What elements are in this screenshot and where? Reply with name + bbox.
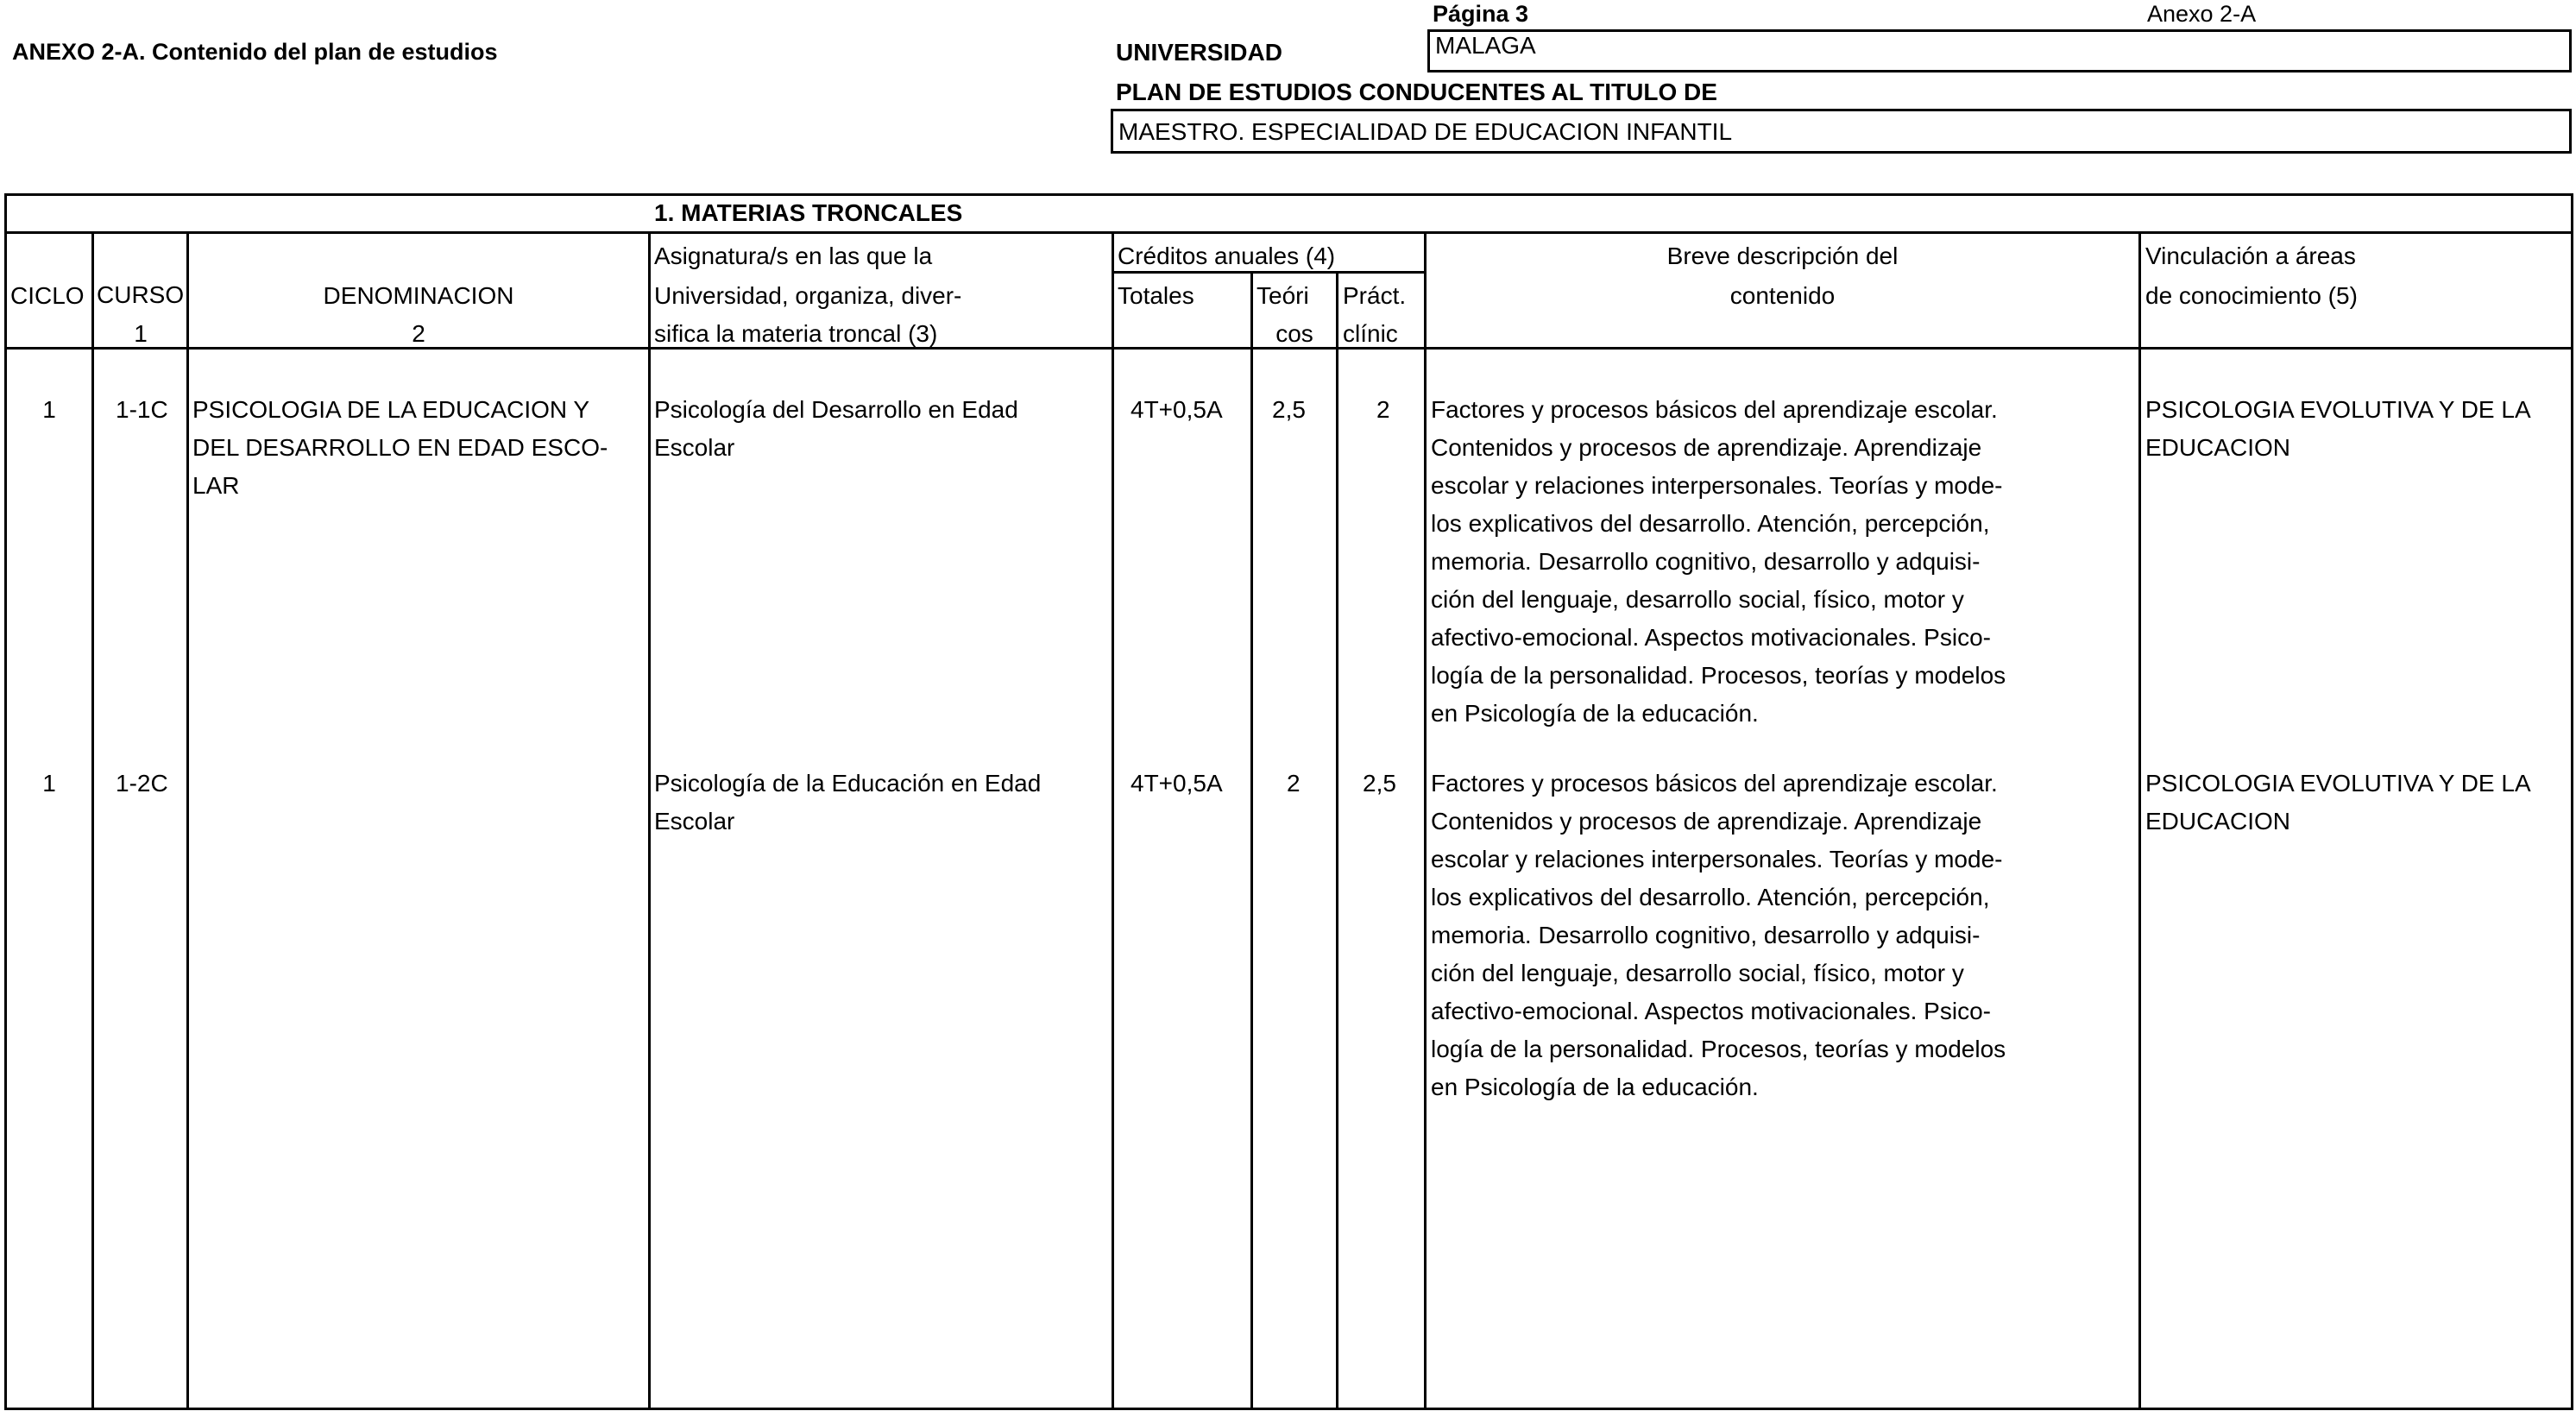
col-header-creditos: Créditos anuales (4): [1118, 243, 1336, 269]
descripcion-line: afectivo-emocional. Aspectos motivacionales. Psico-: [1431, 998, 1991, 1024]
row-vinculacion: [2145, 765, 2572, 841]
row-teoricos: 2: [1287, 770, 1301, 797]
row-teoricos: 2,5: [1272, 396, 1306, 423]
descripcion-line: logía de la personalidad. Procesos, teorías y modelos: [1431, 662, 2006, 689]
asignatura-line: Escolar: [654, 434, 735, 461]
credits-subheader-rule: [1113, 271, 1424, 274]
col-header-denominacion-num: 2: [412, 320, 425, 347]
university-field: [1427, 29, 2572, 72]
descripcion-line: ción del lenguaje, desarrollo social, físico, motor y: [1431, 960, 1964, 986]
col-header-asignatura-line1: Asignatura/s en las que la: [654, 243, 933, 269]
descripcion-line: Contenidos y procesos de aprendizaje. Aprendizaje: [1431, 808, 1982, 835]
col-header-curso: CURSO: [97, 281, 185, 308]
asignatura-line: Psicología de la Educación en Edad: [654, 770, 1042, 797]
row-curso: 1-1C: [116, 396, 168, 423]
descripcion-line: en Psicología de la educación.: [1431, 700, 1759, 727]
descripcion-line: memoria. Desarrollo cognitivo, desarrollo y adquisi-: [1431, 548, 1981, 575]
col-rule-asignatura: [1112, 231, 1114, 1410]
descripcion-line: ción del lenguaje, desarrollo social, físico, motor y: [1431, 586, 1964, 613]
row-totales: 4T+0,5A: [1131, 770, 1223, 797]
vinculacion-line: EDUCACION: [2145, 808, 2291, 835]
col-rule-curso: [186, 231, 189, 1410]
row-descripcion: [1431, 765, 2087, 1106]
col-header-vinculacion-line2: de conocimiento (5): [2145, 282, 2358, 309]
descripcion-line: escolar y relaciones interpersonales. Teorías y mode-: [1431, 846, 2003, 872]
col-header-denominacion: DENOMINACION: [323, 282, 514, 309]
col-rule-ciclo: [91, 231, 94, 1410]
row-practicos: 2,5: [1363, 770, 1396, 797]
section-title: 1. MATERIAS TRONCALES: [654, 199, 963, 226]
plan-label: PLAN DE ESTUDIOS CONDUCENTES AL TITULO DE: [1116, 79, 1717, 105]
vinculacion-line: EDUCACION: [2145, 434, 2291, 461]
col-rule-descripcion: [2138, 231, 2141, 1410]
col-rule-creditos: [1424, 231, 1427, 1410]
denominacion-line: LAR: [192, 472, 240, 499]
col-header-descripcion-line2: contenido: [1729, 282, 1836, 309]
asignatura-line: Escolar: [654, 808, 735, 835]
col-header-teoricos-line2: cos: [1275, 320, 1313, 347]
denominacion-line: DEL DESARROLLO EN EDAD ESCO-: [192, 434, 608, 461]
vinculacion-line: PSICOLOGIA EVOLUTIVA Y DE LA: [2145, 770, 2531, 797]
asignatura-line: Psicología del Desarrollo en Edad: [654, 396, 1018, 423]
row-totales: 4T+0,5A: [1131, 396, 1223, 423]
col-header-asignatura-line2: Universidad, organiza, diver-: [654, 282, 962, 309]
row-descripcion: [1431, 391, 2087, 733]
col-header-curso-num: 1: [134, 320, 148, 347]
descripcion-line: logía de la personalidad. Procesos, teorías y modelos: [1431, 1036, 2006, 1062]
col-header-vinculacion-line1: Vinculación a áreas: [2145, 243, 2356, 269]
row-asignatura: [654, 765, 1112, 841]
row-ciclo: 1: [42, 770, 56, 797]
row-practicos: 2: [1376, 396, 1390, 423]
descripcion-line: afectivo-emocional. Aspectos motivacionales. Psico-: [1431, 624, 1991, 651]
row-curso: 1-2C: [116, 770, 168, 797]
plan-field: [1111, 109, 2572, 154]
col-header-teoricos-line1: Teóri: [1257, 282, 1309, 309]
descripcion-line: Factores y procesos básicos del aprendizaje escolar.: [1431, 396, 1998, 423]
col-rule-totales: [1250, 271, 1253, 1410]
descripcion-line: los explicativos del desarrollo. Atención, percepción,: [1431, 510, 1990, 537]
col-header-ciclo: CICLO: [10, 282, 85, 309]
col-header-asignatura-line3: sifica la materia troncal (3): [654, 320, 938, 347]
descripcion-line: los explicativos del desarrollo. Atención, percepción,: [1431, 884, 1990, 910]
row-asignatura: [654, 391, 1112, 467]
col-header-descripcion-line1: Breve descripción del: [1666, 243, 1899, 269]
section-title-rule: [4, 231, 2573, 234]
university-value: MALAGA: [1435, 32, 1536, 59]
row-vinculacion: [2145, 391, 2572, 467]
vinculacion-line: PSICOLOGIA EVOLUTIVA Y DE LA: [2145, 396, 2531, 423]
col-rule-teoricos: [1336, 271, 1338, 1410]
col-header-practicos-line1: Práct.: [1343, 282, 1407, 309]
col-header-totales: Totales: [1118, 282, 1194, 309]
col-header-practicos-line2: clínic: [1343, 320, 1398, 347]
descripcion-line: escolar y relaciones interpersonales. Teorías y mode-: [1431, 472, 2003, 499]
annex-label: Anexo 2-A: [2147, 1, 2257, 27]
descripcion-line: en Psicología de la educación.: [1431, 1074, 1759, 1100]
descripcion-line: Contenidos y procesos de aprendizaje. Aprendizaje: [1431, 434, 1982, 461]
descripcion-line: Factores y procesos básicos del aprendizaje escolar.: [1431, 770, 1998, 797]
university-label: UNIVERSIDAD: [1116, 39, 1282, 66]
row-denominacion: [192, 391, 650, 505]
plan-value: MAESTRO. ESPECIALIDAD DE EDUCACION INFANTIL: [1118, 118, 1733, 145]
page-number: Página 3: [1433, 1, 1529, 27]
descripcion-line: memoria. Desarrollo cognitivo, desarrollo y adquisi-: [1431, 922, 1981, 948]
row-ciclo: 1: [42, 396, 56, 423]
denominacion-line: PSICOLOGIA DE LA EDUCACION Y: [192, 396, 590, 423]
document-title: ANEXO 2-A. Contenido del plan de estudios: [12, 39, 498, 65]
